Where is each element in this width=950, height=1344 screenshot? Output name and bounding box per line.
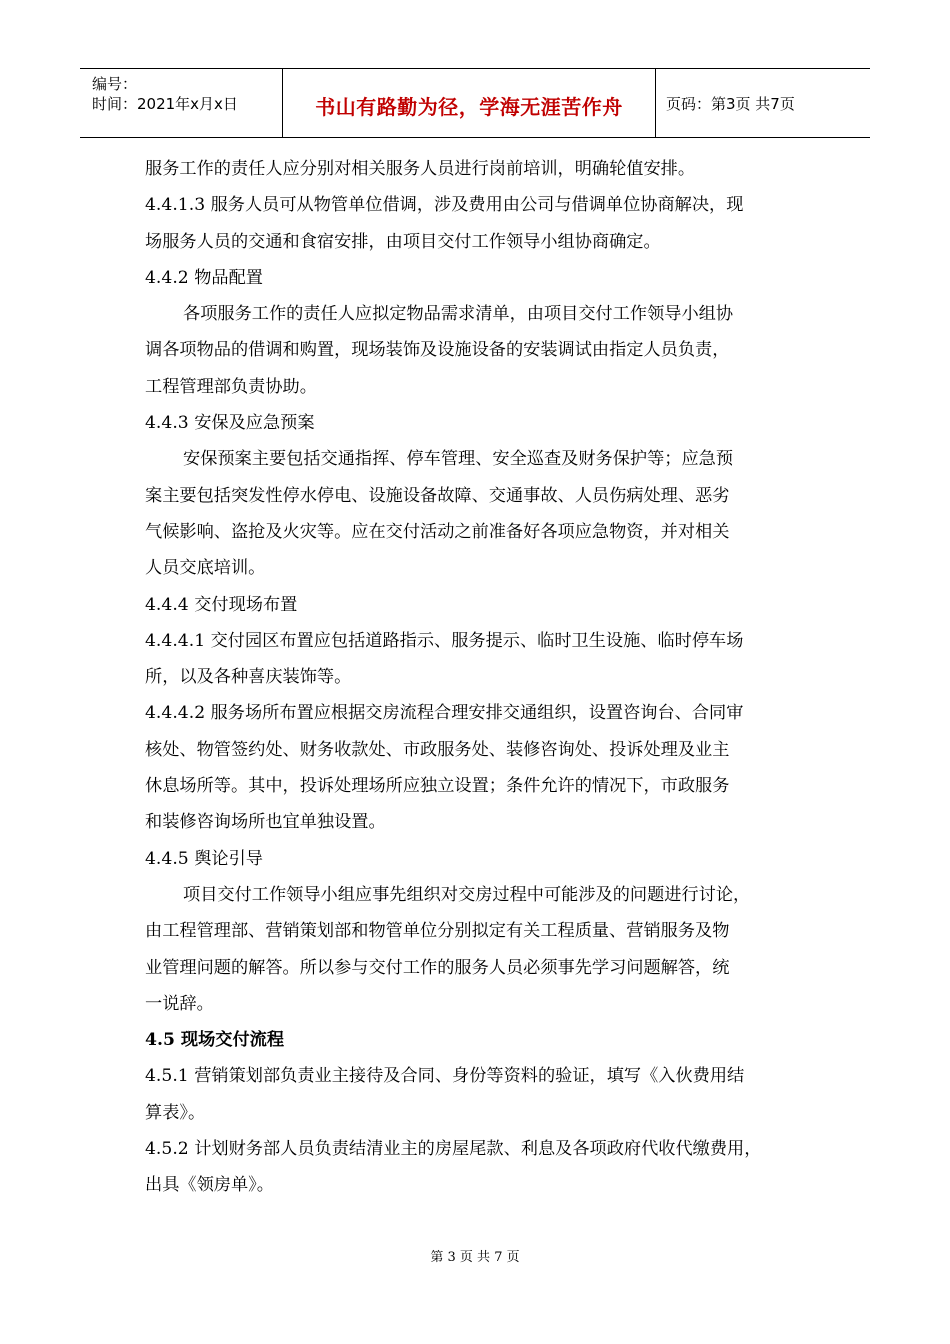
body-line: 由工程管理部、营销策划部和物管单位分别拟定有关工程质量、营销服务及物 — [145, 921, 730, 942]
body-line: 一说辞。 — [145, 993, 214, 1014]
body-line: 各项服务工作的责任人应拟定物品需求清单，由项目交付工作领导小组协 — [183, 304, 734, 325]
document-number-label: 编号： — [92, 75, 138, 93]
body-line: 服务工作的责任人应分别对相关服务人员进行岗前培训，明确轮值安排。 — [145, 159, 696, 179]
section-heading: 4.4.3 安保及应急预案 — [145, 413, 315, 434]
document-date-label: 时间：2021年x月x日 — [92, 95, 238, 113]
body-line: 调各项物品的借调和购置，现场装饰及设施设备的安装调试由指定人员负责， — [145, 340, 730, 361]
body-line: 项目交付工作领导小组应事先组织对交房过程中可能涉及的问题进行讨论， — [183, 884, 751, 905]
page-header — [80, 68, 870, 138]
section-heading: 4.4.2 物品配置 — [145, 267, 263, 288]
body-line: 休息场所等。其中，投诉处理场所应独立设置；条件允许的情况下，市政服务 — [145, 776, 730, 797]
document-body — [145, 151, 805, 1204]
page-footer: 第 3 页 共 7 页 — [430, 1250, 520, 1265]
header-page-number: 页码：第3页 共7页 — [666, 95, 795, 113]
body-line: 和装修咨询场所也宜单独设置。 — [145, 812, 386, 833]
header-meta-cell — [80, 69, 283, 137]
body-line: 算表》。 — [145, 1102, 206, 1123]
body-line: 所，以及各种喜庆装饰等。 — [145, 667, 352, 688]
body-line: 4.4.4.1 交付园区布置应包括道路指示、服务提示、临时卫生设施、临时停车场 — [145, 630, 744, 651]
body-line: 出具《领房单》。 — [145, 1175, 274, 1196]
body-line: 安保预案主要包括交通指挥、停车管理、安全巡查及财务保护等；应急预 — [183, 449, 734, 470]
header-page-cell — [656, 69, 870, 137]
body-line: 4.4.4.2 服务场所布置应根据交房流程合理安排交通组织，设置咨询台、合同审 — [145, 703, 744, 724]
header-motto-cell — [283, 69, 656, 137]
body-line: 4.4.1.3 服务人员可从物管单位借调，涉及费用由公司与借调单位协商解决，现 — [145, 195, 744, 216]
body-line: 场服务人员的交通和食宿安排，由项目交付工作领导小组协商确定。 — [145, 231, 661, 252]
header-motto: 书山有路勤为径，学海无涯苦作舟 — [315, 95, 623, 119]
body-line: 案主要包括突发性停水停电、设施设备故障、交通事故、人员伤病处理、恶劣 — [145, 485, 730, 506]
body-line: 业管理问题的解答。所以参与交付工作的服务人员必须事先学习问题解答，统 — [145, 957, 730, 978]
section-heading: 4.4.5 舆论引导 — [145, 848, 263, 869]
section-heading-bold: 4.5 现场交付流程 — [145, 1030, 285, 1051]
body-line: 4.5.2 计划财务部人员负责结清业主的房屋尾款、利息及各项政府代收代缴费用， — [145, 1139, 762, 1160]
body-line: 核处、物管签约处、财务收款处、市政服务处、装修咨询处、投诉处理及业主 — [145, 739, 730, 760]
body-line: 4.5.1 营销策划部负责业主接待及合同、身份等资料的验证，填写《入伙费用结 — [145, 1066, 745, 1087]
body-line: 工程管理部负责协助。 — [145, 376, 317, 397]
section-heading: 4.4.4 交付现场布置 — [145, 594, 298, 615]
body-line: 人员交底培训。 — [145, 558, 266, 579]
body-line: 气候影响、盗抢及火灾等。应在交付活动之前准备好各项应急物资，并对相关 — [145, 521, 730, 542]
